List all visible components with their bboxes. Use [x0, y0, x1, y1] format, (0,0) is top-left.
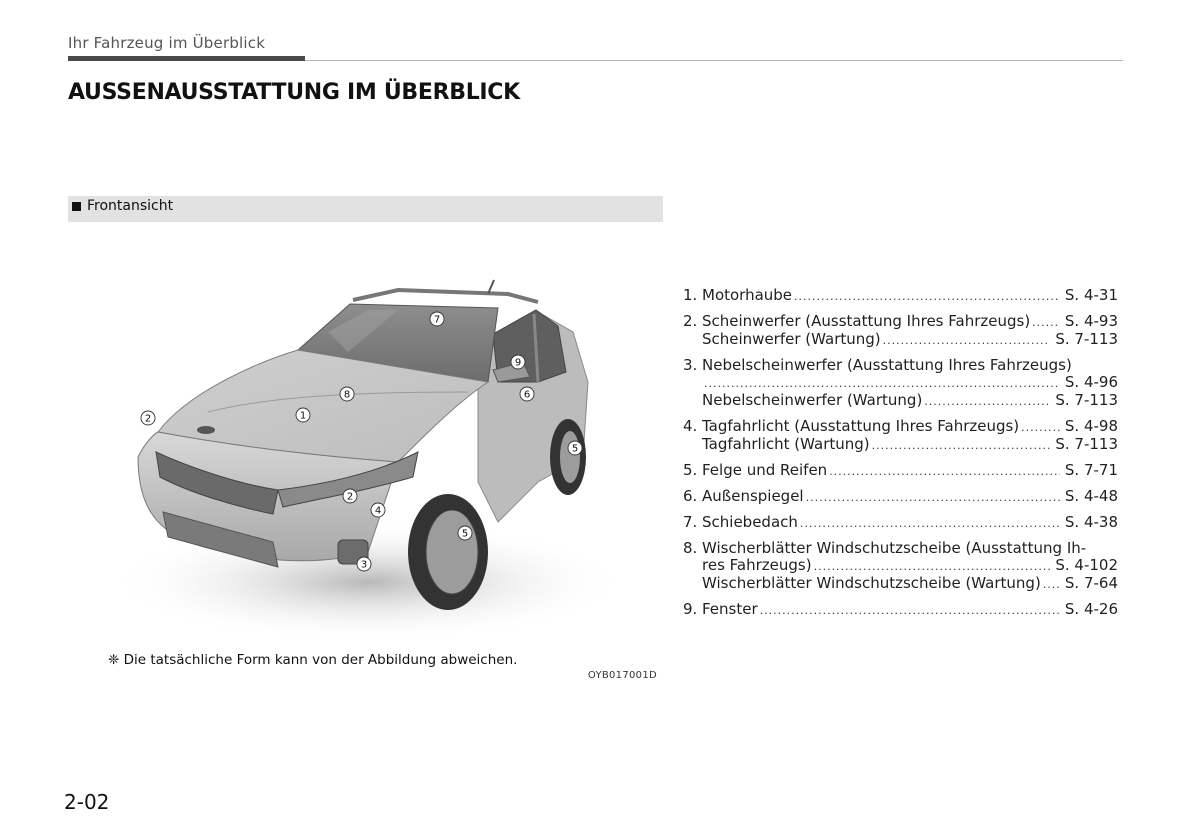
callout-1 [296, 408, 310, 422]
figure-caption [72, 198, 173, 214]
legend-page-ref: S. 4-98 [1064, 417, 1118, 435]
legend-line [683, 313, 1118, 331]
callout-9 [511, 355, 525, 369]
legend-line [683, 540, 1118, 557]
legend-item [683, 287, 1118, 305]
callout-5-front [458, 526, 472, 540]
callout-4 [371, 503, 385, 517]
legend-label: Nebelscheinwerfer (Wartung) [702, 391, 923, 409]
legend-page-ref: S. 7-64 [1064, 574, 1118, 592]
legend-page-ref: S. 7-71 [1064, 461, 1118, 479]
square-bullet-icon [72, 202, 81, 211]
legend-page-ref: S. 4-26 [1064, 600, 1118, 618]
legend-item [683, 601, 1118, 619]
callout-6 [520, 387, 534, 401]
legend-item [683, 313, 1118, 349]
legend-line [683, 357, 1118, 374]
callout-2-headlight [343, 489, 357, 503]
legend-page-ref: S. 4-31 [1064, 286, 1118, 304]
dot-leader [704, 375, 1060, 392]
callout-2-left [141, 411, 155, 425]
legend-label: Nebelscheinwerfer (Ausstattung Ihres Fahrzeugs) [702, 356, 1072, 374]
legend-label: Felge und Reifen [702, 461, 828, 479]
callout-5-rear [568, 441, 582, 455]
figure-note: ❈ Die tatsächliche Form kann von der Abbildung abweichen. [108, 652, 518, 668]
dot-leader [806, 489, 1060, 506]
legend-label: Scheinwerfer (Ausstattung Ihres Fahrzeugs) [702, 312, 1031, 330]
figure-caption-text: Frontansicht [87, 198, 174, 214]
callout-7 [430, 312, 444, 326]
legend-page-ref: S. 4-48 [1064, 487, 1118, 505]
legend-line [683, 418, 1118, 436]
callout-8 [340, 387, 354, 401]
dot-leader [1043, 576, 1060, 593]
svg-text:1: 1 [299, 410, 307, 422]
callout-3 [357, 557, 371, 571]
legend-line [683, 557, 1118, 575]
legend-line [683, 392, 1118, 410]
svg-text:9: 9 [514, 357, 522, 369]
legend-number: 3. [683, 356, 698, 374]
svg-text:8: 8 [343, 389, 351, 401]
legend-label: Wischerblätter Windschutzscheibe (Wartung) [702, 574, 1041, 592]
legend-list [683, 287, 1118, 627]
section-header-bar [68, 56, 305, 61]
dot-leader [1032, 314, 1060, 331]
legend-label: Motorhaube [702, 286, 793, 304]
legend-page-ref: S. 4-102 [1055, 556, 1118, 574]
figure-code: OYB017001D [587, 670, 657, 681]
legend-item [683, 418, 1118, 454]
legend-line [683, 331, 1118, 349]
legend-item [683, 514, 1118, 532]
dot-leader [1021, 419, 1060, 436]
dot-leader [760, 602, 1060, 619]
legend-page-ref: S. 4-38 [1064, 513, 1118, 531]
svg-text:7: 7 [433, 314, 441, 326]
legend-label: Tagfahrlicht (Wartung) [702, 435, 870, 453]
legend-line [683, 514, 1118, 532]
legend-number: 7. [683, 513, 698, 531]
legend-page-ref: S. 7-113 [1055, 435, 1118, 453]
legend-label: Tagfahrlicht (Ausstattung Ihres Fahrzeugs) [702, 417, 1020, 435]
legend-line [683, 462, 1118, 480]
legend-item [683, 488, 1118, 506]
svg-text:3: 3 [360, 559, 368, 571]
legend-number: 1. [683, 286, 698, 304]
legend-page-ref: S. 7-113 [1055, 330, 1118, 348]
legend-item [683, 357, 1118, 410]
legend-number: 2. [683, 312, 698, 330]
brand-emblem [197, 426, 215, 434]
dot-leader [814, 558, 1051, 575]
page-title: AUSSENAUSSTATTUNG IM ÜBERBLICK [68, 80, 520, 105]
figure-image-area [68, 222, 663, 684]
dot-leader [924, 393, 1050, 410]
dot-leader [883, 332, 1051, 349]
dot-leader [872, 437, 1051, 454]
svg-text:2: 2 [346, 491, 354, 503]
svg-text:5: 5 [461, 528, 469, 540]
legend-label: Scheinwerfer (Wartung) [702, 330, 881, 348]
legend-page-ref: S. 7-113 [1055, 391, 1118, 409]
legend-line [683, 287, 1118, 305]
legend-line [683, 601, 1118, 619]
legend-item [683, 540, 1118, 593]
roof-rail [353, 290, 538, 302]
legend-page-ref: S. 4-93 [1064, 312, 1118, 330]
legend-label: res Fahrzeugs) [702, 556, 812, 574]
car-front-illustration [68, 222, 663, 684]
legend-item [683, 462, 1118, 480]
legend-number: 6. [683, 487, 698, 505]
svg-text:5: 5 [571, 443, 579, 455]
svg-text:4: 4 [374, 505, 382, 517]
legend-number: 8. [683, 539, 698, 557]
section-header: Ihr Fahrzeug im Überblick [68, 34, 266, 52]
legend-line [683, 374, 1118, 392]
legend-label: Wischerblätter Windschutzscheibe (Ausstattung Ih- [702, 539, 1087, 557]
legend-number: 5. [683, 461, 698, 479]
legend-line [683, 488, 1118, 506]
legend-label: Außenspiegel [702, 487, 804, 505]
legend-line [683, 436, 1118, 454]
legend-label: Schiebedach [702, 513, 798, 531]
dot-leader [800, 515, 1060, 532]
dot-leader [829, 463, 1060, 480]
figure-panel [68, 196, 663, 684]
rear-rim [560, 431, 580, 483]
svg-text:2: 2 [144, 413, 152, 425]
page-number: 2-02 [64, 790, 110, 814]
legend-line [683, 575, 1118, 593]
legend-label: Fenster [702, 600, 758, 618]
svg-text:6: 6 [523, 389, 531, 401]
header-rule [305, 60, 1123, 61]
legend-number: 4. [683, 417, 698, 435]
legend-number: 9. [683, 600, 698, 618]
legend-page-ref: S. 4-96 [1064, 373, 1118, 391]
front-rim [426, 510, 478, 594]
dot-leader [794, 288, 1060, 305]
